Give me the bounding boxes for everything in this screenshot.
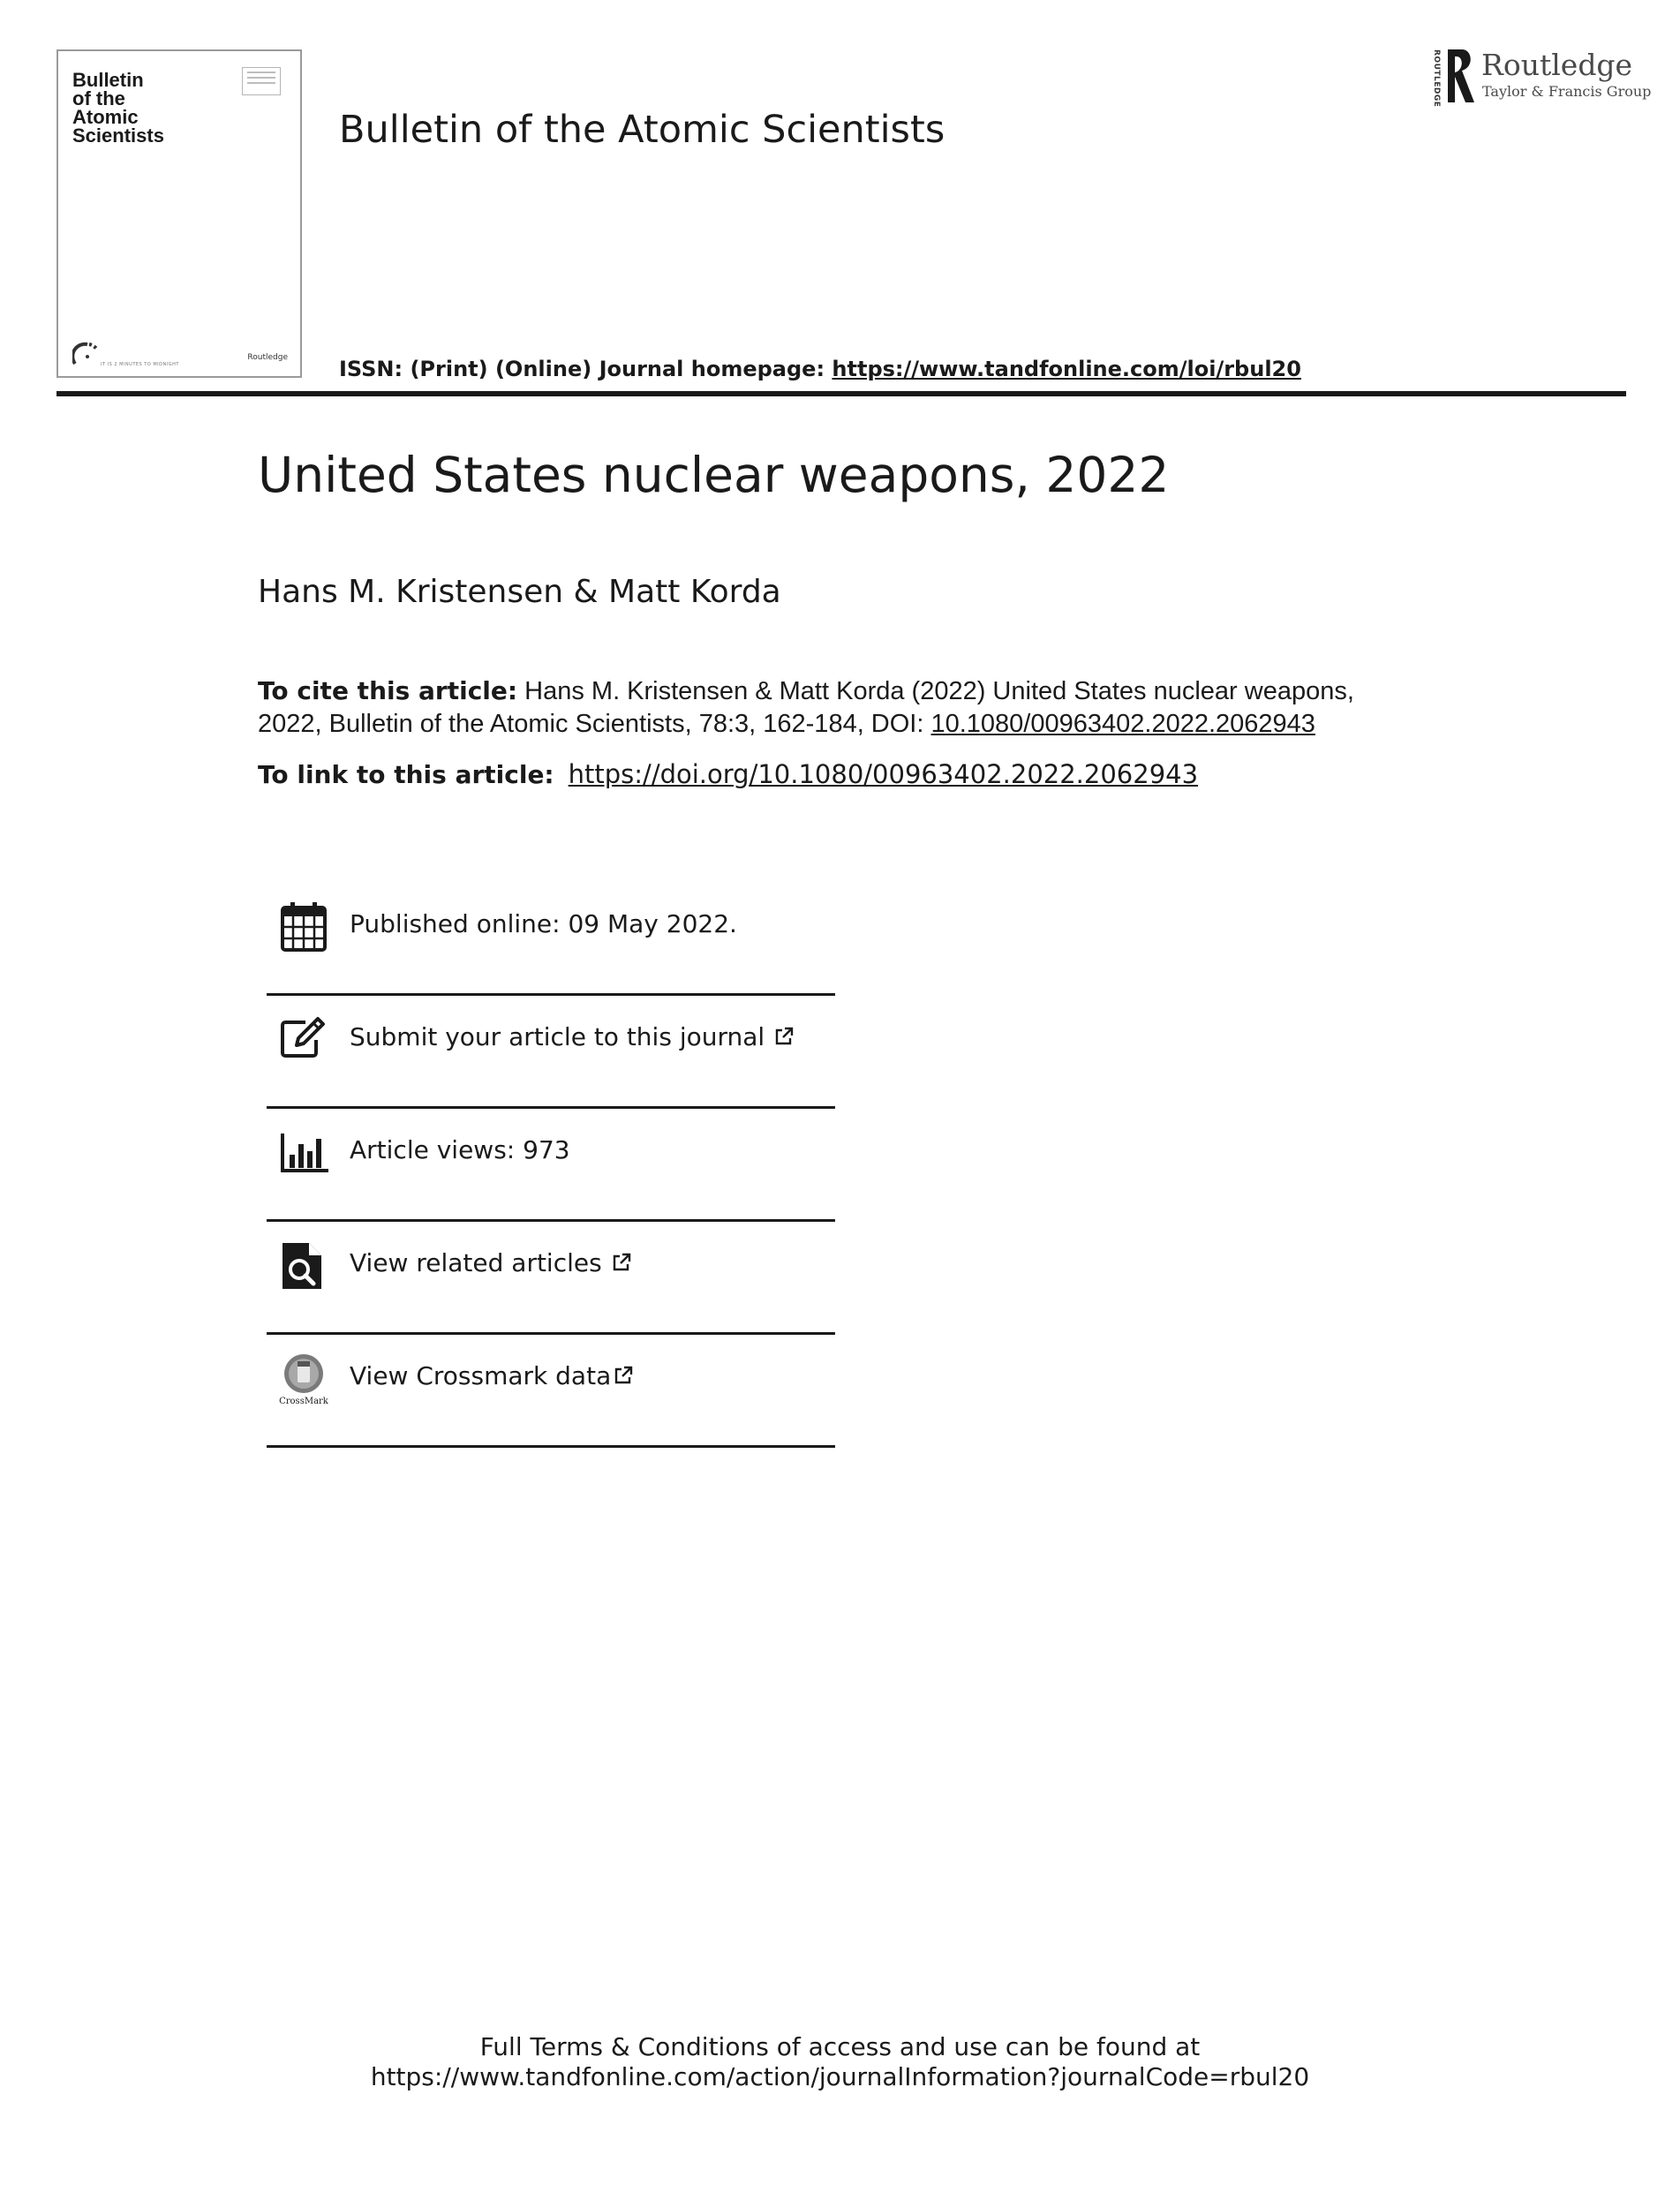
doomsday-clock-icon <box>72 339 101 365</box>
cite-label: To cite this article: <box>258 676 518 705</box>
cite-doi-link[interactable]: 10.1080/00963402.2022.2062943 <box>930 710 1315 738</box>
article-info-list <box>267 883 835 1448</box>
header-divider <box>57 391 1626 396</box>
related-articles-text: View related articles <box>350 1248 602 1277</box>
citation-block <box>258 674 1397 741</box>
routledge-vertical-text: ROUTLEDGE <box>1432 49 1441 108</box>
bar-chart-icon <box>279 1126 328 1179</box>
issn-line: ISSN: (Print) (Online) Journal homepage: https://www.tandfonline.com/loi/rbul20 <box>339 357 1301 381</box>
routledge-r-icon <box>1444 48 1476 104</box>
cover-title: Bulletin of the Atomic Scientists <box>72 69 164 147</box>
edit-document-icon <box>279 1013 328 1066</box>
article-views-row <box>267 1109 835 1222</box>
cover-issue-box <box>242 67 281 95</box>
link-label: To link to this article: <box>258 760 554 789</box>
article-authors: Hans M. Kristensen & Matt Korda <box>258 574 781 610</box>
published-online-text: Published online: 09 May 2022. <box>350 909 737 938</box>
submit-article-text: Submit your article to this journal <box>350 1022 765 1051</box>
article-title: United States nuclear weapons, 2022 <box>258 447 1170 503</box>
terms-footer <box>0 2032 1680 2092</box>
calendar-icon <box>279 900 328 953</box>
cite-text: Hans M. Kristensen & Matt Korda (2022) United States nuclear weapons, 2022, Bulletin of the Atomic Scientists, 78:3, 162-184, DOI: <box>258 677 1354 738</box>
related-articles-row[interactable] <box>267 1222 835 1335</box>
article-link-line <box>258 759 1198 789</box>
cover-tagline: IT IS 2 MINUTES TO MIDNIGHT <box>101 362 179 367</box>
published-online-row <box>267 883 835 996</box>
footer-terms-text: Full Terms & Conditions of access and use can be found at <box>479 2032 1201 2061</box>
routledge-logo <box>1432 46 1652 108</box>
article-doi-link[interactable]: https://doi.org/10.1080/00963402.2022.2062943 <box>568 759 1199 789</box>
external-link-icon <box>773 1026 795 1047</box>
journal-name: Bulletin of the Atomic Scientists <box>339 108 945 152</box>
crossmark-logo-text: CrossMark <box>279 1397 328 1405</box>
cover-publisher: Routledge <box>247 353 288 362</box>
external-link-icon <box>613 1365 634 1386</box>
crossmark-row[interactable] <box>267 1335 835 1448</box>
routledge-group: Taylor & Francis Group <box>1482 83 1652 100</box>
journal-cover-thumbnail <box>57 49 302 378</box>
submit-article-row[interactable] <box>267 996 835 1109</box>
journal-homepage-link[interactable]: https://www.tandfonline.com/loi/rbul20 <box>832 357 1301 381</box>
external-link-icon <box>611 1252 632 1273</box>
routledge-name: Routledge <box>1481 48 1633 82</box>
footer-terms-url[interactable]: https://www.tandfonline.com/action/journalInformation?journalCode=rbul20 <box>370 2062 1310 2091</box>
crossmark-icon <box>279 1352 328 1405</box>
document-search-icon <box>279 1239 328 1292</box>
crossmark-text: View Crossmark data <box>350 1361 612 1390</box>
article-views-text: Article views: 973 <box>350 1135 570 1164</box>
